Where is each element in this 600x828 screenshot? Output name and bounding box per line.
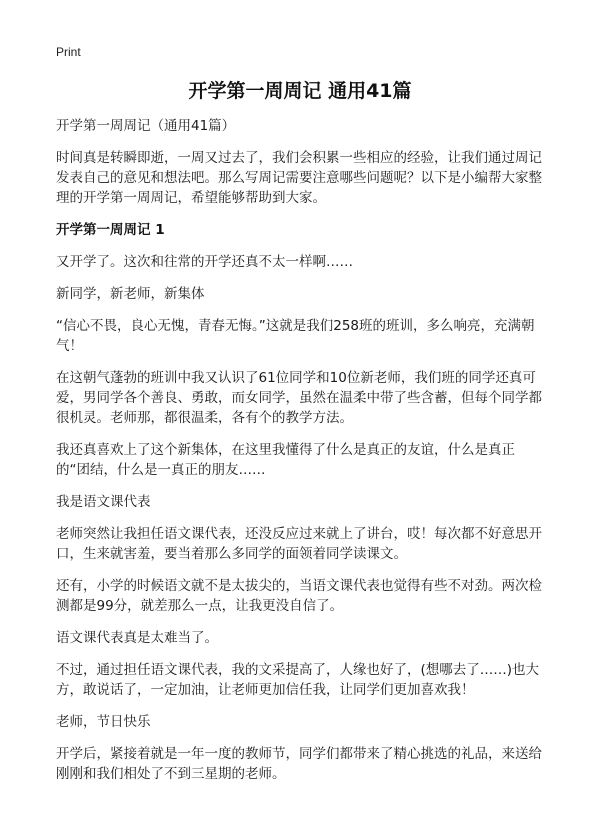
paragraph: 新同学，新老师，新集体: [56, 286, 205, 302]
document-title: 开学第一周周记 通用41篇: [188, 80, 412, 102]
paragraph: 语文课代表真是太难当了。: [56, 630, 218, 646]
paragraph: 我是语文课代表: [56, 494, 151, 510]
print-label: Print: [56, 45, 81, 59]
paragraph: 我还真喜欢上了这个新集体，在这里我懂得了什么是真正的友谊，什么是真正的“团结，什么是一真正的朋友……: [56, 442, 515, 478]
paragraph: 还有，小学的时候语文就不是太拔尖的，当语文课代表也觉得有些不对劲。两次检测都是99分，就差那么一点，让我更没自信了。: [56, 578, 542, 614]
paragraph: 老师突然让我担任语文课代表，还没反应过来就上了讲台，哎！每次都不好意思开口，生来就害羞，要当着那么多同学的面领着同学读课文。: [56, 526, 542, 562]
paragraph: “信心不畏，良心无愧，青春无悔。”这就是我们258班的班训，多么响亮，充满朝气！: [56, 318, 535, 354]
section-heading: 开学第一周周记 1: [56, 222, 165, 238]
paragraph: 在这朝气蓬勃的班训中我又认识了61位同学和10位新老师，我们班的同学还真可爱，男同学各个善良、勇敢，而女同学，虽然在温柔中带了些含蓄，但每个同学都很机灵。老师那，都很温柔，各有个的教学方法。: [56, 370, 542, 426]
paragraph: 老师，节日快乐: [56, 714, 151, 730]
paragraph: 又开学了。这次和往常的开学还真不太一样啊……: [56, 254, 353, 270]
paragraph: 开学后，紧接着就是一年一度的教师节，同学们都带来了精心挑选的礼品，来送给刚刚和我们相处了不到三星期的老师。: [56, 746, 542, 782]
document-subtitle: 开学第一周周记（通用41篇）: [56, 118, 236, 134]
intro-paragraph: 时间真是转瞬即逝，一周又过去了，我们会积累一些相应的经验，让我们通过周记发表自己的意见和想法吧。那么写周记需要注意哪些问题呢？以下是小编帮大家整理的开学第一周周记，希望能够帮助到大家。: [56, 150, 542, 206]
paragraph: 不过，通过担任语文课代表，我的文采提高了，人缘也好了，(想哪去了……)也大方，敢说话了，一定加油，让老师更加信任我，让同学们更加喜欢我！: [56, 662, 540, 698]
